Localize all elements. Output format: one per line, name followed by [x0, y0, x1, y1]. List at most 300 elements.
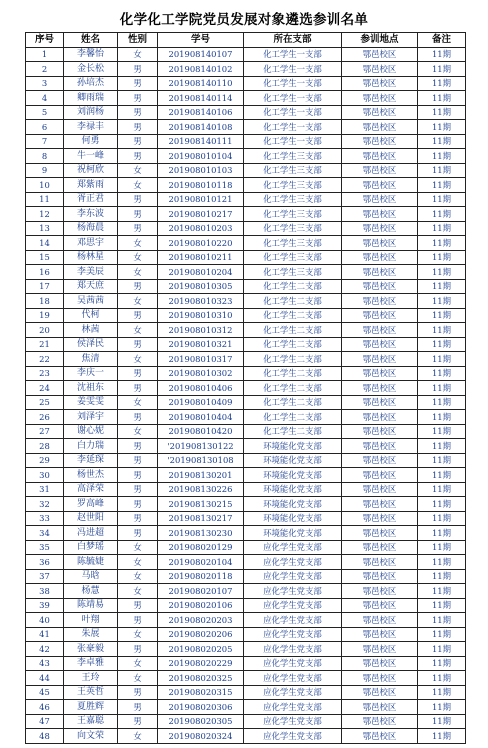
cell-remark: 11期 — [418, 598, 466, 613]
cell-location: 鄂邑校区 — [342, 352, 418, 367]
cell-gender: 男 — [118, 366, 158, 381]
cell-name: 侯泽民 — [64, 337, 118, 352]
cell-student-id: 201908010420 — [158, 424, 244, 439]
table-row — [26, 76, 466, 91]
col-header-gender: 性别 — [118, 33, 158, 48]
cell-gender: 女 — [118, 163, 158, 178]
cell-index: 30 — [26, 468, 64, 483]
cell-index: 10 — [26, 178, 64, 193]
cell-location: 鄂邑校区 — [342, 410, 418, 425]
cell-location: 鄂邑校区 — [342, 62, 418, 77]
cell-name: 李美辰 — [64, 265, 118, 280]
cell-name: 叶翔 — [64, 613, 118, 628]
cell-gender: 女 — [118, 47, 158, 62]
cell-branch: 应化学生党支部 — [244, 685, 342, 700]
cell-name: 陈靖易 — [64, 598, 118, 613]
cell-name: 谢心妮 — [64, 424, 118, 439]
cell-student-id: '201908130122 — [158, 439, 244, 454]
cell-index: 48 — [26, 729, 64, 744]
col-header-name: 姓名 — [64, 33, 118, 48]
table-row — [26, 308, 466, 323]
cell-location: 鄂邑校区 — [342, 178, 418, 193]
cell-student-id: 201908010217 — [158, 207, 244, 222]
cell-index: 27 — [26, 424, 64, 439]
cell-location: 鄂邑校区 — [342, 685, 418, 700]
table-row — [26, 178, 466, 193]
cell-gender: 男 — [118, 91, 158, 106]
cell-branch: 环境能化党支部 — [244, 497, 342, 512]
cell-remark: 11期 — [418, 410, 466, 425]
cell-name: 白力瑞 — [64, 439, 118, 454]
table-row — [26, 105, 466, 120]
cell-location: 鄂邑校区 — [342, 453, 418, 468]
cell-branch: 应化学生党支部 — [244, 555, 342, 570]
cell-index: 18 — [26, 294, 64, 309]
cell-remark: 11期 — [418, 468, 466, 483]
table-row — [26, 584, 466, 599]
cell-gender: 女 — [118, 540, 158, 555]
table-row — [26, 395, 466, 410]
table-row — [26, 207, 466, 222]
cell-remark: 11期 — [418, 569, 466, 584]
cell-location: 鄂邑校区 — [342, 308, 418, 323]
cell-remark: 11期 — [418, 149, 466, 164]
table-row — [26, 439, 466, 454]
cell-location: 鄂邑校区 — [342, 76, 418, 91]
cell-gender: 男 — [118, 700, 158, 715]
cell-name: 李庆一 — [64, 366, 118, 381]
cell-location: 鄂邑校区 — [342, 482, 418, 497]
cell-remark: 11期 — [418, 366, 466, 381]
cell-student-id: 201908010103 — [158, 163, 244, 178]
cell-name: 夏胜辉 — [64, 700, 118, 715]
table-row — [26, 598, 466, 613]
cell-location: 鄂邑校区 — [342, 569, 418, 584]
table-row — [26, 526, 466, 541]
cell-gender: 女 — [118, 584, 158, 599]
table-row — [26, 381, 466, 396]
cell-student-id: 201908020107 — [158, 584, 244, 599]
cell-index: 29 — [26, 453, 64, 468]
cell-remark: 11期 — [418, 221, 466, 236]
cell-student-id: 201908130201 — [158, 468, 244, 483]
cell-remark: 11期 — [418, 62, 466, 77]
cell-gender: 男 — [118, 714, 158, 729]
cell-name: 卿雨瑞 — [64, 91, 118, 106]
cell-location: 鄂邑校区 — [342, 323, 418, 338]
cell-remark: 11期 — [418, 105, 466, 120]
cell-index: 23 — [26, 366, 64, 381]
cell-remark: 11期 — [418, 265, 466, 280]
cell-remark: 11期 — [418, 76, 466, 91]
cell-name: 王英哲 — [64, 685, 118, 700]
cell-name: 吴茜茜 — [64, 294, 118, 309]
cell-index: 12 — [26, 207, 64, 222]
cell-index: 20 — [26, 323, 64, 338]
cell-remark: 11期 — [418, 656, 466, 671]
cell-gender: 男 — [118, 149, 158, 164]
cell-index: 43 — [26, 656, 64, 671]
cell-index: 32 — [26, 497, 64, 512]
cell-remark: 11期 — [418, 337, 466, 352]
cell-name: 杨慧 — [64, 584, 118, 599]
cell-branch: 应化学生党支部 — [244, 569, 342, 584]
cell-gender: 男 — [118, 410, 158, 425]
table-row — [26, 685, 466, 700]
cell-name: 李东波 — [64, 207, 118, 222]
cell-remark: 11期 — [418, 685, 466, 700]
cell-branch: 应化学生党支部 — [244, 671, 342, 686]
cell-location: 鄂邑校区 — [342, 163, 418, 178]
cell-branch: 应化学生党支部 — [244, 613, 342, 628]
table-row — [26, 613, 466, 628]
cell-branch: 化工学生一支部 — [244, 134, 342, 149]
cell-remark: 11期 — [418, 163, 466, 178]
cell-remark: 11期 — [418, 250, 466, 265]
cell-gender: 男 — [118, 308, 158, 323]
cell-location: 鄂邑校区 — [342, 424, 418, 439]
cell-location: 鄂邑校区 — [342, 439, 418, 454]
cell-branch: 化工学生二支部 — [244, 424, 342, 439]
cell-location: 鄂邑校区 — [342, 627, 418, 642]
table-row — [26, 62, 466, 77]
cell-remark: 11期 — [418, 714, 466, 729]
cell-student-id: 201908130215 — [158, 497, 244, 512]
cell-index: 9 — [26, 163, 64, 178]
table-row — [26, 279, 466, 294]
cell-name: 焦清 — [64, 352, 118, 367]
table-row — [26, 323, 466, 338]
cell-student-id: 201908010104 — [158, 149, 244, 164]
cell-index: 19 — [26, 308, 64, 323]
cell-student-id: 201908140110 — [158, 76, 244, 91]
cell-name: 姜雯雯 — [64, 395, 118, 410]
cell-remark: 11期 — [418, 555, 466, 570]
table-row — [26, 468, 466, 483]
cell-location: 鄂邑校区 — [342, 526, 418, 541]
cell-location: 鄂邑校区 — [342, 366, 418, 381]
col-header-student-id: 学号 — [158, 33, 244, 48]
cell-branch: 应化学生党支部 — [244, 729, 342, 744]
cell-index: 6 — [26, 120, 64, 135]
cell-name: 白梦瑶 — [64, 540, 118, 555]
cell-branch: 化工学生二支部 — [244, 366, 342, 381]
cell-student-id: 201908130226 — [158, 482, 244, 497]
cell-gender: 男 — [118, 613, 158, 628]
cell-remark: 11期 — [418, 207, 466, 222]
cell-branch: 化工学生一支部 — [244, 76, 342, 91]
cell-branch: 应化学生党支部 — [244, 598, 342, 613]
cell-remark: 11期 — [418, 613, 466, 628]
cell-student-id: 201908020106 — [158, 598, 244, 613]
cell-student-id: 201908010118 — [158, 178, 244, 193]
cell-gender: 女 — [118, 395, 158, 410]
cell-name: 马晗 — [64, 569, 118, 584]
table-row — [26, 265, 466, 280]
cell-gender: 女 — [118, 323, 158, 338]
table-row — [26, 134, 466, 149]
cell-index: 41 — [26, 627, 64, 642]
cell-gender: 女 — [118, 352, 158, 367]
cell-location: 鄂邑校区 — [342, 381, 418, 396]
cell-index: 5 — [26, 105, 64, 120]
cell-remark: 11期 — [418, 279, 466, 294]
cell-location: 鄂邑校区 — [342, 236, 418, 251]
cell-index: 4 — [26, 91, 64, 106]
cell-location: 鄂邑校区 — [342, 555, 418, 570]
cell-name: 杨海晨 — [64, 221, 118, 236]
cell-location: 鄂邑校区 — [342, 47, 418, 62]
table-row — [26, 555, 466, 570]
cell-student-id: 201908010211 — [158, 250, 244, 265]
cell-index: 37 — [26, 569, 64, 584]
cell-branch: 应化学生党支部 — [244, 642, 342, 657]
cell-index: 17 — [26, 279, 64, 294]
table-row — [26, 149, 466, 164]
cell-remark: 11期 — [418, 178, 466, 193]
cell-remark: 11期 — [418, 729, 466, 744]
cell-remark: 11期 — [418, 134, 466, 149]
cell-branch: 化工学生三支部 — [244, 221, 342, 236]
cell-student-id: 201908130230 — [158, 526, 244, 541]
cell-location: 鄂邑校区 — [342, 279, 418, 294]
cell-name: 孙培杰 — [64, 76, 118, 91]
cell-name: 代柯 — [64, 308, 118, 323]
cell-location: 鄂邑校区 — [342, 395, 418, 410]
cell-name: 牛一峰 — [64, 149, 118, 164]
cell-branch: 化工学生三支部 — [244, 207, 342, 222]
cell-student-id: 201908140107 — [158, 47, 244, 62]
table-row — [26, 642, 466, 657]
cell-index: 26 — [26, 410, 64, 425]
cell-student-id: 201908010323 — [158, 294, 244, 309]
cell-branch: 环境能化党支部 — [244, 482, 342, 497]
cell-remark: 11期 — [418, 497, 466, 512]
cell-remark: 11期 — [418, 482, 466, 497]
cell-remark: 11期 — [418, 236, 466, 251]
table-row — [26, 163, 466, 178]
cell-student-id: 201908010404 — [158, 410, 244, 425]
cell-student-id: 201908020129 — [158, 540, 244, 555]
cell-gender: 男 — [118, 511, 158, 526]
cell-name: 邓思宇 — [64, 236, 118, 251]
cell-branch: 化工学生三支部 — [244, 149, 342, 164]
cell-name: 王玲 — [64, 671, 118, 686]
cell-location: 鄂邑校区 — [342, 294, 418, 309]
table-row — [26, 700, 466, 715]
cell-gender: 男 — [118, 381, 158, 396]
table-row — [26, 569, 466, 584]
cell-name: 林茜 — [64, 323, 118, 338]
cell-remark: 11期 — [418, 323, 466, 338]
cell-remark: 11期 — [418, 381, 466, 396]
cell-location: 鄂邑校区 — [342, 656, 418, 671]
cell-index: 1 — [26, 47, 64, 62]
cell-name: 李延琛 — [64, 453, 118, 468]
cell-student-id: 201908010406 — [158, 381, 244, 396]
cell-location: 鄂邑校区 — [342, 671, 418, 686]
cell-student-id: 201908020203 — [158, 613, 244, 628]
cell-index: 25 — [26, 395, 64, 410]
cell-index: 44 — [26, 671, 64, 686]
table-row — [26, 497, 466, 512]
cell-location: 鄂邑校区 — [342, 192, 418, 207]
cell-location: 鄂邑校区 — [342, 584, 418, 599]
cell-branch: 化工学生二支部 — [244, 352, 342, 367]
cell-gender: 男 — [118, 685, 158, 700]
table-row — [26, 192, 466, 207]
cell-name: 王嘉聪 — [64, 714, 118, 729]
cell-branch: 环境能化党支部 — [244, 439, 342, 454]
cell-branch: 化工学生二支部 — [244, 308, 342, 323]
cell-name: 冯进超 — [64, 526, 118, 541]
cell-location: 鄂邑校区 — [342, 265, 418, 280]
cell-branch: 环境能化党支部 — [244, 526, 342, 541]
table-row — [26, 511, 466, 526]
cell-name: 罗高峰 — [64, 497, 118, 512]
cell-branch: 环境能化党支部 — [244, 511, 342, 526]
cell-student-id: 201908140114 — [158, 91, 244, 106]
cell-index: 3 — [26, 76, 64, 91]
cell-gender: 女 — [118, 729, 158, 744]
col-header-branch: 所在支部 — [244, 33, 342, 48]
cell-branch: 化工学生一支部 — [244, 91, 342, 106]
cell-branch: 化工学生一支部 — [244, 62, 342, 77]
cell-student-id: 201908010203 — [158, 221, 244, 236]
cell-student-id: 201908020306 — [158, 700, 244, 715]
cell-branch: 化工学生二支部 — [244, 294, 342, 309]
cell-student-id: 201908140111 — [158, 134, 244, 149]
cell-location: 鄂邑校区 — [342, 207, 418, 222]
cell-gender: 男 — [118, 120, 158, 135]
cell-name: 何勇 — [64, 134, 118, 149]
cell-gender: 男 — [118, 453, 158, 468]
cell-remark: 11期 — [418, 671, 466, 686]
cell-location: 鄂邑校区 — [342, 337, 418, 352]
cell-student-id: 201908020325 — [158, 671, 244, 686]
cell-index: 24 — [26, 381, 64, 396]
table-row — [26, 236, 466, 251]
cell-remark: 11期 — [418, 352, 466, 367]
page-title: 化学化工学院党员发展对象遴选参训名单 — [119, 12, 369, 28]
cell-remark: 11期 — [418, 700, 466, 715]
table-row — [26, 627, 466, 642]
cell-location: 鄂邑校区 — [342, 714, 418, 729]
cell-student-id: 201908010204 — [158, 265, 244, 280]
cell-student-id: 201908020206 — [158, 627, 244, 642]
cell-location: 鄂邑校区 — [342, 540, 418, 555]
cell-student-id: 201908010121 — [158, 192, 244, 207]
table-row — [26, 714, 466, 729]
table-row — [26, 250, 466, 265]
cell-branch: 化工学生二支部 — [244, 410, 342, 425]
cell-branch: 化工学生一支部 — [244, 47, 342, 62]
cell-gender: 女 — [118, 236, 158, 251]
cell-name: 刘润杨 — [64, 105, 118, 120]
cell-name: 李卓雅 — [64, 656, 118, 671]
cell-gender: 男 — [118, 497, 158, 512]
cell-index: 35 — [26, 540, 64, 555]
cell-gender: 女 — [118, 569, 158, 584]
cell-student-id: 201908020118 — [158, 569, 244, 584]
cell-remark: 11期 — [418, 453, 466, 468]
cell-name: 高泽荣 — [64, 482, 118, 497]
cell-branch: 化工学生三支部 — [244, 265, 342, 280]
cell-location: 鄂邑校区 — [342, 105, 418, 120]
cell-gender: 女 — [118, 424, 158, 439]
cell-index: 28 — [26, 439, 64, 454]
table-row — [26, 424, 466, 439]
cell-name: 李禄丰 — [64, 120, 118, 135]
cell-gender: 男 — [118, 598, 158, 613]
cell-location: 鄂邑校区 — [342, 642, 418, 657]
cell-location: 鄂邑校区 — [342, 149, 418, 164]
cell-index: 14 — [26, 236, 64, 251]
cell-student-id: 201908010409 — [158, 395, 244, 410]
cell-gender: 女 — [118, 555, 158, 570]
cell-index: 8 — [26, 149, 64, 164]
cell-remark: 11期 — [418, 395, 466, 410]
cell-remark: 11期 — [418, 526, 466, 541]
table-row — [26, 656, 466, 671]
cell-remark: 11期 — [418, 294, 466, 309]
cell-student-id: 201908140108 — [158, 120, 244, 135]
cell-name: 杨世杰 — [64, 468, 118, 483]
cell-remark: 11期 — [418, 439, 466, 454]
table-row — [26, 47, 466, 62]
cell-branch: 应化学生党支部 — [244, 584, 342, 599]
cell-student-id: 201908010302 — [158, 366, 244, 381]
cell-branch: 应化学生党支部 — [244, 540, 342, 555]
col-header-index: 序号 — [26, 33, 64, 48]
table-header-row — [26, 33, 466, 48]
cell-gender: 男 — [118, 337, 158, 352]
cell-name: 郑天庶 — [64, 279, 118, 294]
table-row — [26, 294, 466, 309]
cell-gender: 男 — [118, 62, 158, 77]
cell-gender: 男 — [118, 279, 158, 294]
cell-index: 7 — [26, 134, 64, 149]
cell-student-id: 201908020104 — [158, 555, 244, 570]
cell-index: 42 — [26, 642, 64, 657]
cell-gender: 女 — [118, 250, 158, 265]
cell-student-id: 201908020205 — [158, 642, 244, 657]
cell-remark: 11期 — [418, 642, 466, 657]
table-row — [26, 671, 466, 686]
cell-remark: 11期 — [418, 627, 466, 642]
cell-branch: 化工学生二支部 — [244, 337, 342, 352]
cell-student-id: '201908130108 — [158, 453, 244, 468]
cell-gender: 女 — [118, 627, 158, 642]
cell-student-id: 201908020315 — [158, 685, 244, 700]
cell-branch: 应化学生党支部 — [244, 714, 342, 729]
cell-name: 赵世阳 — [64, 511, 118, 526]
cell-location: 鄂邑校区 — [342, 134, 418, 149]
cell-remark: 11期 — [418, 540, 466, 555]
cell-branch: 环境能化党支部 — [244, 468, 342, 483]
table-row — [26, 366, 466, 381]
cell-branch: 化工学生三支部 — [244, 163, 342, 178]
cell-name: 郑紫雨 — [64, 178, 118, 193]
cell-gender: 男 — [118, 207, 158, 222]
cell-name: 祝柯欣 — [64, 163, 118, 178]
cell-index: 47 — [26, 714, 64, 729]
cell-student-id: 201908020229 — [158, 656, 244, 671]
cell-location: 鄂邑校区 — [342, 700, 418, 715]
cell-index: 31 — [26, 482, 64, 497]
cell-remark: 11期 — [418, 424, 466, 439]
roster-body — [26, 47, 466, 743]
